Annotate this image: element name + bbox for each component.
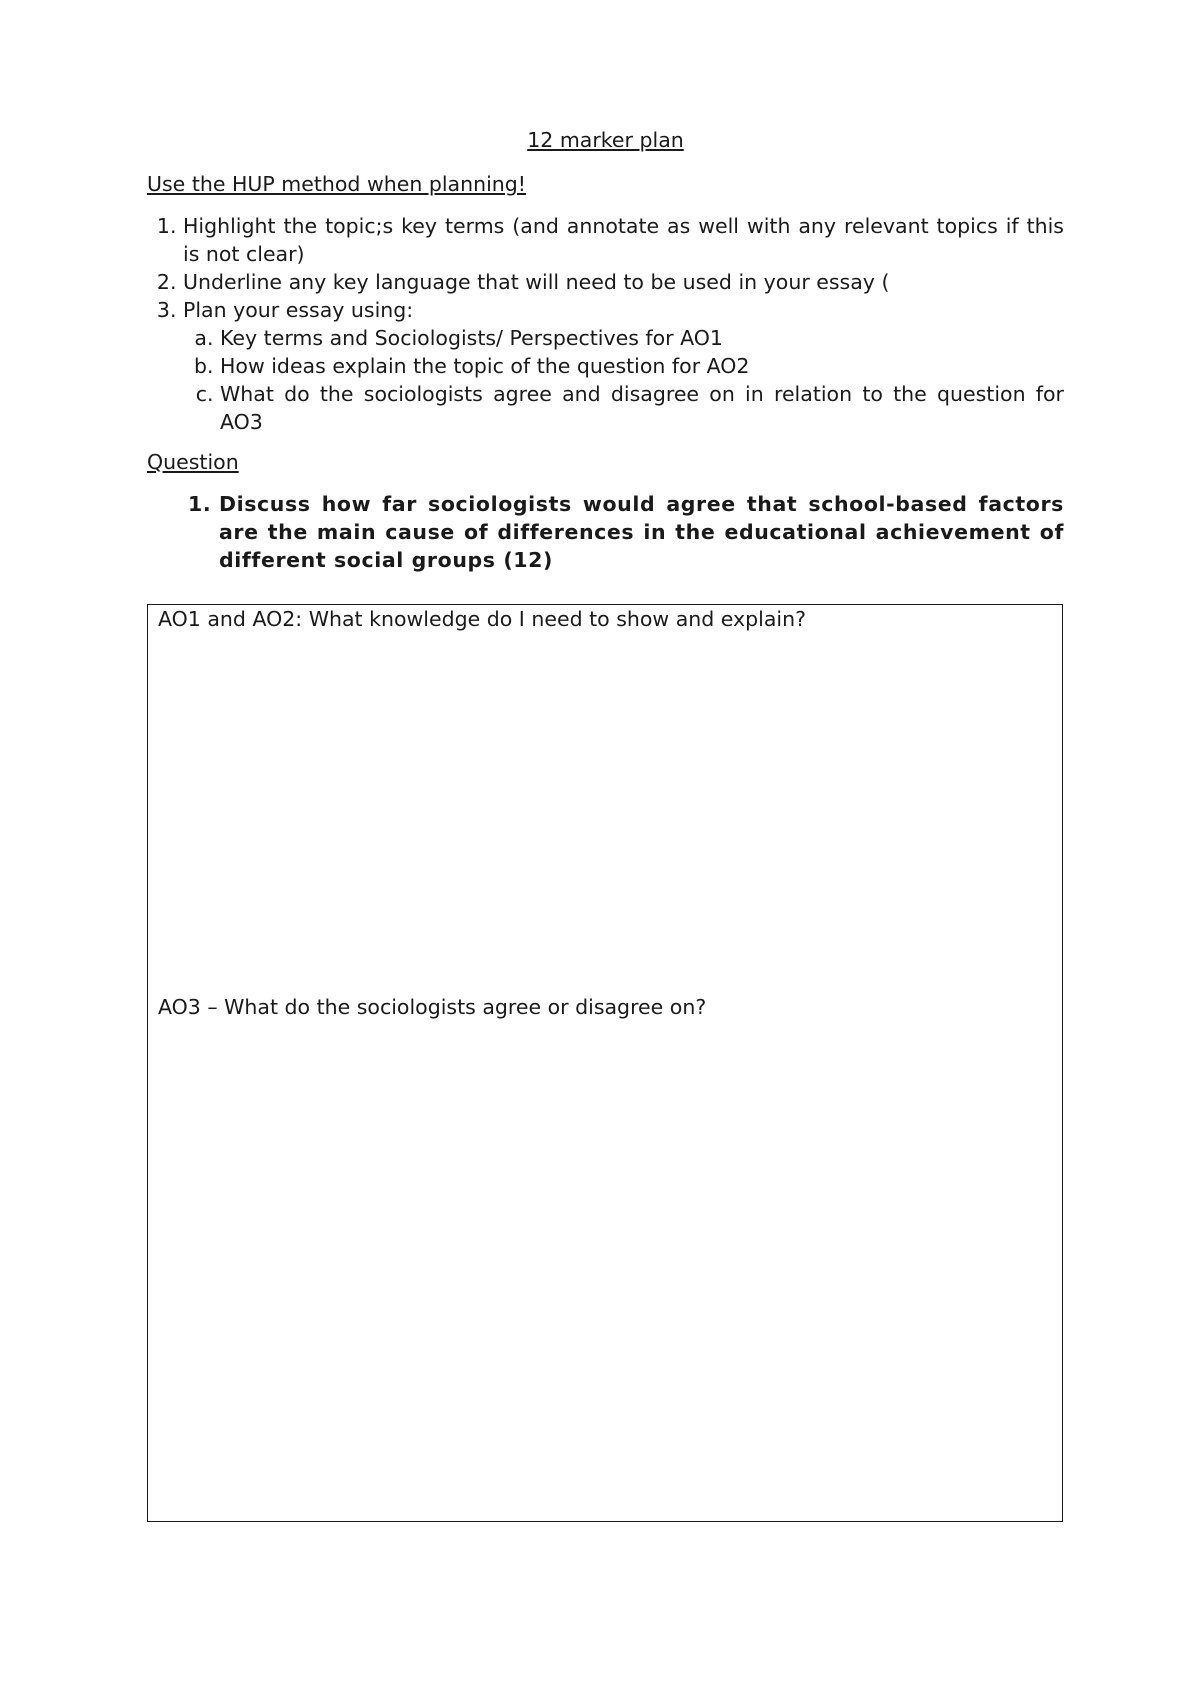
page-title: 12 marker plan <box>527 128 684 152</box>
answer-box <box>147 604 1063 1522</box>
step-underline: 2. Underline any key language that will need to be used in your essay ( <box>183 268 1064 296</box>
document-content <box>147 126 1064 574</box>
question-heading: Question <box>147 450 239 474</box>
hup-steps-list <box>147 212 1064 436</box>
substep-ao3: c. What do the sociologists agree and disagree on in relation to the question for AO3 <box>220 380 1064 436</box>
questions-list <box>147 490 1064 574</box>
question-item: 1. Discuss how far sociologists would agree that school-based factors are the main cause of differences in the educational achievement of different social groups (12) <box>219 490 1064 574</box>
ao1-ao2-prompt: AO1 and AO2: What knowledge do I need to show and explain? <box>158 607 807 631</box>
ao3-prompt: AO3 – What do the sociologists agree or disagree on? <box>158 995 707 1019</box>
step-highlight: 1. Highlight the topic;s key terms (and annotate as well with any relevant topics if this is not clear) <box>183 212 1064 268</box>
step-plan <box>183 296 1064 436</box>
substep-ao1: a. Key terms and Sociologists/ Perspectives for AO1 <box>220 324 1064 352</box>
substep-ao2: b. How ideas explain the topic of the question for AO2 <box>220 352 1064 380</box>
hup-instruction: Use the HUP method when planning! <box>147 172 527 196</box>
step-plan-label: Plan your essay using: <box>183 298 414 322</box>
plan-substeps-list <box>183 324 1064 436</box>
